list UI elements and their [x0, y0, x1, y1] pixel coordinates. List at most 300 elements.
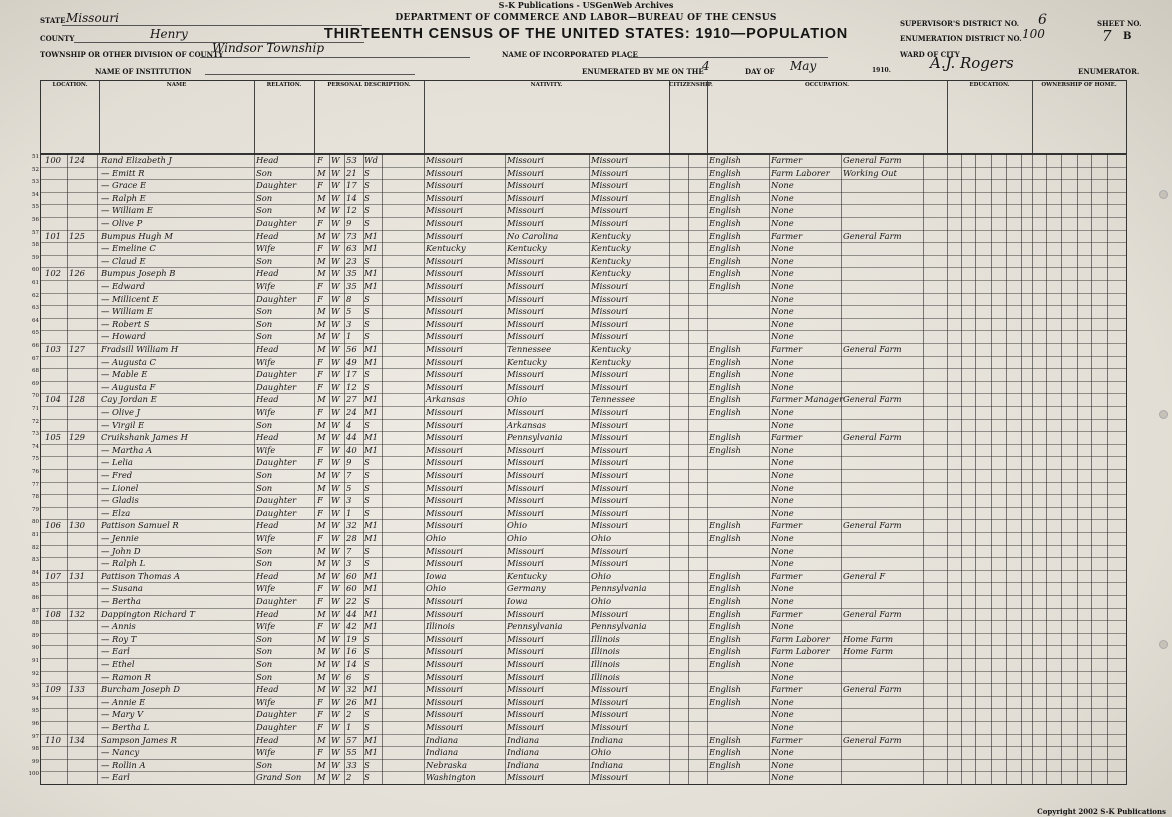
father-birthplace: No Carolina	[507, 230, 559, 241]
occupation: None	[771, 659, 794, 669]
marital-status: M1	[364, 394, 378, 405]
mother-birthplace: Missouri	[591, 608, 628, 619]
line-number: 84	[32, 569, 39, 576]
sex: M	[317, 306, 326, 317]
dwelling-number: 110	[45, 734, 61, 745]
race: W	[331, 180, 340, 191]
age: 4	[346, 419, 352, 430]
birthplace: Missouri	[426, 331, 463, 342]
dwelling-number	[45, 494, 67, 507]
birthplace: Missouri	[426, 167, 463, 178]
family-number	[69, 507, 95, 520]
age: 7	[346, 470, 352, 480]
age: 28	[346, 533, 357, 543]
line-number: 54	[32, 191, 39, 198]
line-number: 82	[32, 544, 39, 551]
race: W	[331, 759, 340, 770]
industry: General Farm	[843, 520, 902, 531]
dwelling-number	[45, 217, 67, 230]
birthplace: Missouri	[426, 696, 463, 707]
birthplace: Missouri	[426, 407, 463, 417]
occupation: None	[771, 281, 794, 291]
industry	[843, 671, 923, 684]
industry: General Farm	[843, 684, 902, 695]
line-number: 86	[32, 595, 39, 601]
mother-birthplace: Ohio	[591, 533, 611, 543]
industry: Working Out	[843, 167, 897, 178]
race: W	[331, 495, 340, 506]
family-number	[69, 280, 95, 293]
census-row	[32, 229, 1126, 244]
marital-status: S	[364, 709, 370, 720]
sex: F	[317, 293, 323, 304]
birthplace: Missouri	[426, 218, 463, 228]
sex: M	[317, 167, 326, 178]
race: W	[331, 344, 340, 354]
language	[709, 419, 769, 432]
census-title: THIRTEENTH CENSUS OF THE UNITED STATES: 1910—POPULATION	[323, 26, 849, 42]
marital-status: M1	[364, 608, 378, 619]
person-name: — Fred	[101, 470, 133, 480]
mother-birthplace: Missouri	[591, 369, 628, 380]
marital-status: S	[364, 293, 370, 304]
sex: F	[317, 696, 323, 707]
person-name: — Augusta C	[101, 356, 156, 367]
marital-status: Wd	[364, 155, 378, 165]
census-row	[32, 204, 1126, 218]
occupation: None	[771, 407, 794, 417]
age: 42	[346, 621, 357, 632]
family-number	[69, 557, 95, 570]
language	[709, 557, 769, 570]
race: W	[331, 255, 340, 266]
sex: M	[317, 255, 326, 266]
census-row	[32, 758, 1126, 773]
person-name: Sampson James R	[101, 734, 177, 745]
dwelling-number: 109	[45, 684, 61, 695]
relation: Wife	[256, 243, 276, 254]
line-number: 57	[32, 229, 39, 236]
mother-birthplace: Missouri	[591, 558, 628, 569]
census-row	[32, 267, 1126, 281]
age: 56	[346, 344, 357, 354]
age: 12	[346, 381, 357, 392]
father-birthplace: Indiana	[507, 734, 540, 745]
father-birthplace: Missouri	[507, 646, 544, 657]
mother-birthplace: Illinois	[591, 659, 620, 669]
industry: Home Farm	[843, 646, 894, 657]
mother-birthplace: Missouri	[591, 432, 628, 443]
relation: Head	[256, 268, 279, 279]
census-row	[32, 242, 1126, 256]
race: W	[331, 596, 340, 606]
race: W	[331, 394, 340, 405]
dwelling-number	[45, 557, 67, 570]
relation: Daughter	[256, 293, 297, 304]
race: W	[331, 155, 340, 165]
census-row	[32, 582, 1126, 596]
age: 16	[346, 646, 357, 657]
dwelling-number	[45, 633, 67, 646]
father-birthplace: Missouri	[507, 167, 544, 178]
father-birthplace: Missouri	[507, 218, 544, 228]
birthplace: Missouri	[426, 608, 463, 619]
marital-status: S	[364, 633, 370, 644]
mother-birthplace: Missouri	[591, 696, 628, 707]
industry	[843, 419, 923, 432]
family-number	[69, 179, 95, 192]
age: 49	[346, 356, 357, 367]
person-name: — Mable E	[101, 369, 148, 380]
father-birthplace: Missouri	[507, 633, 544, 644]
relation: Son	[256, 759, 273, 770]
mother-birthplace: Missouri	[591, 482, 628, 493]
industry: General Farm	[843, 608, 902, 619]
relation: Wife	[256, 533, 276, 543]
industry	[843, 456, 923, 469]
line-number: 69	[32, 380, 39, 387]
sex: M	[317, 419, 326, 430]
relation: Son	[256, 255, 273, 266]
sex: F	[317, 407, 323, 417]
family-number	[69, 582, 95, 595]
marital-status: M1	[364, 696, 378, 707]
occupation: Farm Laborer	[771, 167, 830, 178]
mother-birthplace: Missouri	[591, 407, 628, 417]
family-number	[69, 721, 95, 734]
col-name: NAME	[99, 81, 255, 154]
birthplace: Missouri	[426, 545, 463, 556]
age: 8	[346, 293, 352, 304]
occupation: None	[771, 369, 794, 380]
line-number: 94	[32, 695, 39, 702]
race: W	[331, 583, 340, 594]
language: English	[709, 344, 741, 354]
state-value: Missouri	[66, 11, 119, 25]
occupation: Farmer	[771, 344, 803, 354]
family-number	[69, 318, 95, 331]
census-row	[32, 355, 1126, 370]
relation: Son	[256, 659, 273, 669]
occupation: Farmer	[771, 684, 803, 695]
census-row	[32, 330, 1126, 344]
birthplace: Ohio	[426, 533, 446, 543]
mother-birthplace: Missouri	[591, 192, 628, 203]
father-birthplace: Missouri	[507, 318, 544, 329]
census-row	[28, 771, 1126, 785]
marital-status: M1	[364, 243, 378, 254]
dwelling-number: 103	[45, 344, 61, 354]
race: W	[331, 646, 340, 657]
occupation: None	[771, 722, 794, 732]
age: 6	[346, 671, 352, 682]
birthplace: Missouri	[426, 432, 463, 443]
line-number: 93	[32, 683, 39, 690]
person-name: Cay Jordan E	[101, 394, 157, 405]
birthplace: Missouri	[426, 155, 463, 165]
sex: F	[317, 583, 323, 594]
dwelling-number	[45, 696, 67, 709]
relation: Head	[256, 230, 279, 241]
person-name: — Olive J	[101, 407, 140, 417]
marital-status: M1	[364, 747, 378, 758]
age: 17	[346, 369, 357, 380]
sex: M	[317, 470, 326, 480]
mother-birthplace: Kentucky	[591, 268, 631, 279]
line-number: 61	[32, 280, 39, 286]
language: English	[709, 356, 741, 367]
language: English	[709, 369, 741, 380]
dwelling-number: 100	[45, 155, 61, 165]
census-row	[32, 431, 1126, 445]
age: 57	[346, 734, 357, 745]
person-name: — John D	[101, 545, 141, 556]
enumerator-signature: A.J. Rogers	[930, 54, 1014, 72]
marital-status: S	[364, 205, 370, 216]
language: English	[709, 444, 741, 455]
birthplace: Missouri	[426, 230, 463, 241]
age: 2	[346, 772, 352, 783]
relation: Son	[256, 671, 273, 682]
dwelling-number	[45, 444, 67, 457]
mother-birthplace: Illinois	[591, 671, 620, 682]
marital-status: M1	[364, 520, 378, 531]
father-birthplace: Missouri	[507, 331, 544, 342]
language	[709, 507, 769, 520]
person-name: — Ralph E	[101, 192, 146, 203]
race: W	[331, 457, 340, 468]
language: English	[709, 180, 741, 191]
sex: M	[317, 608, 326, 619]
relation: Head	[256, 432, 279, 443]
marital-status: S	[364, 381, 370, 392]
age: 5	[346, 482, 352, 493]
relation: Head	[256, 520, 279, 531]
occupation: Farmer	[771, 608, 803, 619]
father-birthplace: Missouri	[507, 255, 544, 266]
mother-birthplace: Missouri	[591, 684, 628, 695]
family-number: 134	[69, 734, 85, 745]
mother-birthplace: Pennsylvania	[591, 621, 647, 632]
census-row	[32, 343, 1126, 357]
family-number	[69, 469, 95, 482]
age: 3	[346, 318, 352, 329]
person-name: — Augusta F	[101, 381, 156, 392]
dwelling-number	[45, 708, 67, 721]
industry: General Farm	[843, 344, 902, 354]
race: W	[331, 432, 340, 443]
mother-birthplace: Missouri	[591, 444, 628, 455]
father-birthplace: Indiana	[507, 759, 540, 770]
supervisor-value: 6	[1038, 12, 1047, 28]
race: W	[331, 633, 340, 644]
birthplace: Missouri	[426, 470, 463, 480]
person-name: Cruikshank James H	[101, 432, 188, 443]
day-of-label: DAY OF	[745, 67, 775, 76]
ward-label: WARD OF CITY	[900, 50, 960, 59]
dwelling-number	[45, 368, 67, 381]
relation: Son	[256, 318, 273, 329]
relation: Son	[256, 558, 273, 569]
race: W	[331, 696, 340, 707]
census-grid	[28, 153, 1127, 785]
sheet-no-label: SHEET NO.	[1097, 19, 1142, 28]
marital-status: S	[364, 482, 370, 493]
person-name: — Ramon R	[101, 671, 151, 682]
sex: F	[317, 621, 323, 632]
language	[709, 771, 769, 784]
family-number	[69, 167, 95, 180]
census-row	[32, 166, 1126, 181]
line-number: 85	[32, 582, 39, 589]
language	[709, 330, 769, 343]
mother-birthplace: Missouri	[591, 293, 628, 304]
age: 60	[346, 570, 357, 581]
family-number	[69, 381, 95, 394]
person-name: — Emitt R	[101, 167, 145, 178]
birthplace: Missouri	[426, 318, 463, 329]
person-name: — Olive P	[101, 218, 143, 228]
birthplace: Indiana	[426, 747, 459, 758]
mother-birthplace: Missouri	[591, 419, 628, 430]
sex: F	[317, 533, 323, 543]
dwelling-number	[45, 645, 67, 658]
occupation: None	[771, 243, 794, 254]
age: 32	[346, 520, 357, 531]
occupation: None	[771, 419, 794, 430]
race: W	[331, 621, 340, 632]
industry	[843, 658, 923, 671]
census-row	[32, 494, 1126, 508]
line-number: 76	[32, 469, 39, 475]
enumeration-district-label: ENUMERATION DISTRICT NO.	[900, 34, 1022, 43]
birthplace: Missouri	[426, 381, 463, 392]
language	[709, 482, 769, 495]
race: W	[331, 533, 340, 543]
race: W	[331, 545, 340, 556]
occupation: None	[771, 495, 794, 506]
dwelling-number	[45, 771, 67, 784]
line-number: 100	[28, 771, 39, 778]
relation: Wife	[256, 444, 276, 455]
line-number: 55	[32, 204, 39, 211]
father-birthplace: Missouri	[507, 306, 544, 317]
age: 5	[346, 306, 352, 317]
language: English	[709, 684, 741, 695]
census-row	[32, 406, 1126, 420]
dwelling-number	[45, 746, 67, 759]
age: 21	[346, 167, 357, 178]
family-number	[69, 305, 95, 318]
language: English	[709, 255, 741, 266]
occupation: None	[771, 621, 794, 632]
industry	[843, 507, 923, 520]
marital-status: S	[364, 646, 370, 657]
occupation: None	[771, 533, 794, 543]
age: 44	[346, 432, 357, 443]
birthplace: Missouri	[426, 596, 463, 606]
mother-birthplace: Missouri	[591, 205, 628, 216]
occupation: None	[771, 596, 794, 606]
race: W	[331, 407, 340, 417]
race: W	[331, 659, 340, 669]
birthplace: Missouri	[426, 671, 463, 682]
sex: M	[317, 192, 326, 203]
sex: M	[317, 734, 326, 745]
sex: M	[317, 230, 326, 241]
line-number: 87	[32, 607, 39, 614]
birthplace: Arkansas	[426, 394, 466, 405]
marital-status: M1	[364, 533, 378, 543]
mother-birthplace: Missouri	[591, 381, 628, 392]
person-name: Fradsill William H	[101, 344, 179, 354]
language: English	[709, 608, 741, 619]
industry	[843, 381, 923, 394]
relation: Head	[256, 344, 279, 354]
line-number: 58	[32, 242, 39, 249]
sex: F	[317, 218, 323, 228]
relation: Head	[256, 608, 279, 619]
relation: Son	[256, 470, 273, 480]
language: English	[709, 243, 741, 254]
person-name: — Gladis	[101, 495, 139, 506]
industry	[843, 759, 923, 772]
sex: F	[317, 369, 323, 380]
sex: F	[317, 381, 323, 392]
mother-birthplace: Missouri	[591, 180, 628, 191]
relation: Daughter	[256, 180, 297, 191]
father-birthplace: Missouri	[507, 293, 544, 304]
census-row	[32, 595, 1126, 609]
dwelling-number	[45, 419, 67, 432]
birthplace: Missouri	[426, 507, 463, 518]
family-number: 126	[69, 268, 85, 279]
family-number	[69, 356, 95, 369]
dwelling-number	[45, 482, 67, 495]
sex: F	[317, 507, 323, 518]
family-number	[69, 330, 95, 343]
father-birthplace: Missouri	[507, 281, 544, 291]
relation: Head	[256, 734, 279, 745]
line-number: 79	[32, 506, 39, 513]
language	[709, 494, 769, 507]
relation: Daughter	[256, 709, 297, 720]
census-row	[32, 733, 1126, 748]
dwelling-number: 108	[45, 608, 61, 619]
relation: Son	[256, 545, 273, 556]
industry	[843, 595, 923, 608]
industry	[843, 494, 923, 507]
census-row	[32, 708, 1126, 722]
family-number: 131	[69, 570, 85, 581]
dwelling-number	[45, 595, 67, 608]
dwelling-number	[45, 167, 67, 180]
mother-birthplace: Kentucky	[591, 230, 631, 241]
industry	[843, 267, 923, 280]
father-birthplace: Missouri	[507, 205, 544, 216]
family-number: 124	[69, 155, 85, 165]
line-number: 97	[32, 733, 39, 740]
mother-birthplace: Kentucky	[591, 344, 631, 354]
industry	[843, 356, 923, 369]
mother-birthplace: Missouri	[591, 545, 628, 556]
sex: M	[317, 205, 326, 216]
marital-status: S	[364, 419, 370, 430]
line-number: 80	[32, 519, 39, 526]
language: English	[709, 759, 741, 770]
occupation: None	[771, 205, 794, 216]
person-name: — William E	[101, 306, 153, 317]
